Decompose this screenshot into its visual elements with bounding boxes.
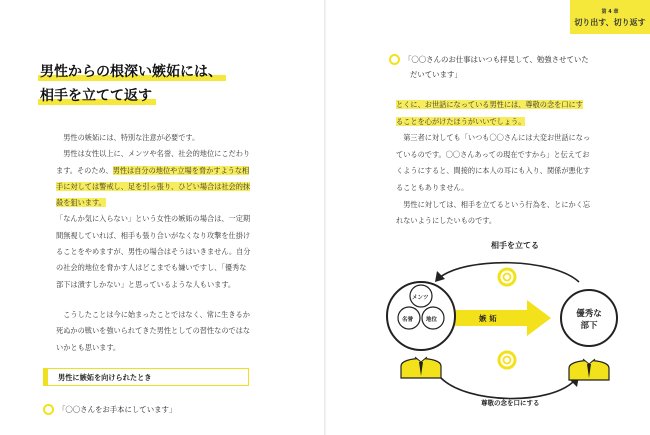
paragraph: 男性に対しては、相手を立てるという行為を、とにかく忘	[403, 199, 591, 209]
top-arrowhead	[435, 271, 445, 282]
right-person-label: 優秀な 部下	[576, 309, 602, 331]
yellow-ring-bottom	[499, 352, 515, 368]
chapter-number: 第 4 章	[601, 9, 619, 15]
paragraph: いかとも思います。	[56, 342, 121, 352]
chapter-tab	[570, 0, 650, 34]
chapter-title: 切り出す、切り返す	[574, 18, 646, 27]
subheading-box: 男性に嫉妬を向けられたとき	[43, 368, 249, 386]
paragraph: くようにすると、間接的に本人の耳にも入り、関係が悪化す	[396, 166, 591, 176]
left-body-text	[56, 130, 308, 356]
highlighted-text: 手に対しては警戒し、足を引っ張り、ひどい場合は社会的抹	[56, 181, 251, 191]
paragraph: 男性は女性以上に、メンツや名誉、社会的地位にこだわり	[63, 149, 251, 159]
headline-line-2: 相手を立てて返す	[40, 84, 222, 108]
paragraph	[56, 179, 308, 195]
paragraph: ます。そのため、男性は自分の地位や立場を脅かすような相	[56, 165, 250, 175]
highlighted-text: 殺を狙います。	[56, 198, 106, 208]
paragraph: ることをやめますが、男性の場合はそうはいきません。自分	[56, 247, 251, 257]
paragraph	[396, 97, 640, 114]
highlighted-text: ることを心がけたほうがいいでしょう。	[396, 116, 526, 126]
yellow-ring-top	[499, 269, 515, 285]
bottom-arrow-label: 尊敬の念を口にする	[481, 399, 540, 407]
envy-label: 嫉 妬	[479, 314, 497, 323]
headline	[40, 60, 222, 108]
circle-label-status: 地位	[426, 317, 438, 323]
circle-bullet-icon	[389, 54, 400, 65]
quote-left: 「〇〇さんをお手本にしています」	[58, 405, 177, 414]
paragraph	[396, 114, 640, 131]
page-gutter	[324, 0, 326, 435]
right-body-text	[396, 97, 640, 230]
headline-line-1: 男性からの根深い嫉妬には、	[40, 60, 222, 84]
paragraph: ることもありません。	[396, 182, 469, 192]
paragraph: の社会的地位を脅かす人はどこまでも嫌いですし、「優秀な	[56, 263, 247, 273]
paragraph: 死ぬかの戦いを強いられてきた男性としての習性なのではな	[56, 326, 251, 336]
paragraph: 「なんか気に入らない」という女性の嫉妬の場合は、一定期	[56, 214, 251, 224]
paragraph: 間無視していれば、相手も張り合いがなくなり攻撃を仕掛け	[56, 230, 251, 240]
quote-right: 「〇〇さんのお仕事はいつも拝見して、勉強させていた だいています」	[404, 55, 589, 79]
paragraph: 部下は潰すしかない」と思っているような人もいます。	[56, 279, 236, 289]
paragraph: 男性の嫉妬には、特別な注意が必要です。	[63, 133, 200, 142]
paragraph	[56, 195, 308, 211]
highlighted-text: 男性は自分の地位や立場を脅かすような相	[112, 165, 250, 175]
envy-arrow	[453, 300, 551, 336]
circle-label-honor: 名誉	[402, 317, 414, 323]
circle-bullet-icon	[43, 404, 54, 415]
paragraph: 第三者に対しても「いつも〇〇さんには大変お世話になっ	[403, 133, 591, 143]
paragraph: ているのです。〇〇さんあっての現在ですから」と伝えてお	[396, 149, 590, 159]
bottom-curved-arrow	[441, 378, 575, 399]
paragraph: こうしたことは今に始まったことではなく、常に生きるか	[63, 309, 250, 319]
circle-label-face: メンツ	[412, 295, 429, 301]
relationship-diagram	[383, 238, 629, 428]
paragraph: れないようにしたいものです。	[396, 216, 497, 226]
highlighted-text: とくに、お世話になっている男性には、尊敬の念を口にす	[396, 100, 583, 109]
top-arrow-label: 相手を立てる	[491, 241, 539, 250]
